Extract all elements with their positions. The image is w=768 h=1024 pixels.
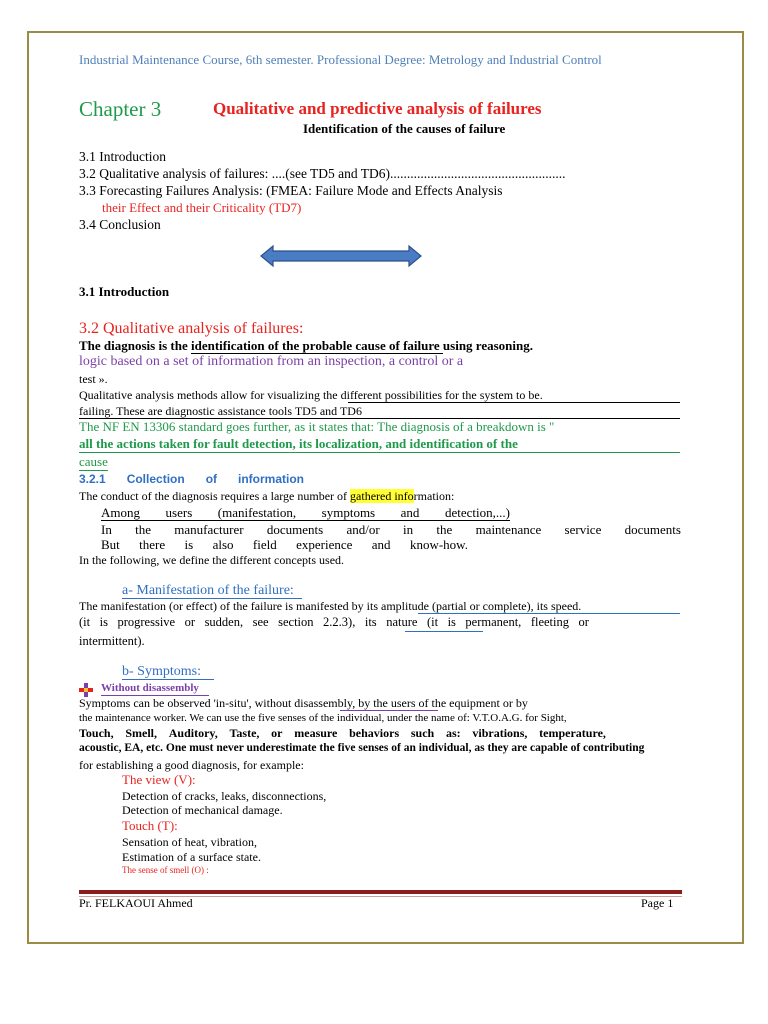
word: documents <box>624 522 681 537</box>
field-experience-line <box>101 537 468 553</box>
word: users <box>165 505 193 520</box>
word: In <box>101 522 112 537</box>
among-users-line <box>101 505 510 521</box>
qualitative-line-2 <box>79 404 362 419</box>
tools-text: These are diagnostic assistance tools TD5 and TD6 <box>116 404 362 418</box>
diagnosis-text-c: using reasoning. <box>442 338 533 353</box>
following-line: In the following, we define the different concepts used. <box>79 553 345 567</box>
word: fleeting <box>530 615 570 629</box>
word: Auditory, <box>168 726 218 740</box>
double-arrow-icon <box>259 244 423 268</box>
chapter-label: Chapter 3 <box>79 97 162 121</box>
word: such <box>410 726 435 740</box>
footer-author: Pr. FELKAOUI Ahmed <box>79 896 193 910</box>
manifestation-line-3: intermittent). <box>79 634 145 648</box>
symptoms-heading: b- Symptoms: <box>122 664 201 679</box>
conduct-line <box>79 489 454 504</box>
smell-heading: The sense of smell (O) : <box>122 865 209 875</box>
word: progressive <box>117 615 176 629</box>
word: is <box>184 537 194 552</box>
all-actions-line: all the actions taken for fault detection, its localization, and identification of the <box>79 436 518 451</box>
qualitative-line-1: Qualitative analysis methods allow for visualizing the different possibilities for the system to be. <box>79 388 543 402</box>
toc-item-4: 3.4 Conclusion <box>79 217 161 232</box>
diagnosis-text-a: The diagnosis is the <box>79 338 191 353</box>
word: 2.2.3), <box>323 615 356 629</box>
word: measure <box>294 726 338 740</box>
word: is <box>447 615 456 629</box>
symptoms-line-1: Symptoms can be observed 'in-situ', without disassembly, by the users of the equipment or by <box>79 696 528 710</box>
word: and <box>400 505 420 520</box>
word: nature <box>386 615 418 629</box>
diagnosis-text-b: identification of the probable cause of failure <box>190 338 443 353</box>
word: its <box>364 615 377 629</box>
footer-page-number: Page 1 <box>641 896 674 910</box>
word: manufacturer <box>174 522 244 537</box>
cause-word: cause <box>79 454 108 469</box>
word: symptoms <box>321 505 376 520</box>
word: the <box>436 522 453 537</box>
highlighted-text: gathered info <box>350 489 414 503</box>
toc-item-1: 3.1 Introduction <box>79 149 166 164</box>
word: documents <box>266 522 324 537</box>
word: or <box>271 726 283 740</box>
toc-item-2: 3.2 Qualitative analysis of failures: ....(see TD5 and TD6).................................................... <box>79 166 566 181</box>
symptoms-line-3 <box>79 726 606 741</box>
footer-rule <box>79 890 682 894</box>
word: in <box>402 522 414 537</box>
symptoms-line-4: acoustic, EA, etc. One must never underestimate the five senses of an individual, as they are capable of contributing <box>79 742 645 754</box>
nf-standard-line: The NF EN 13306 standard goes further, as it states that: The diagnosis of a breakdown is " <box>79 419 555 434</box>
chapter-title: Qualitative and predictive analysis of failures <box>213 99 542 118</box>
word: section <box>278 615 314 629</box>
touch-item-2: Estimation of a surface state. <box>122 850 261 864</box>
toc-item-3-cont: their Effect and their Criticality (TD7) <box>102 200 302 215</box>
heading-word: 3.2.1 <box>79 472 106 486</box>
word: is <box>99 615 108 629</box>
word: also <box>212 537 234 552</box>
section-3-1-heading: 3.1 Introduction <box>79 284 170 299</box>
word: Touch, <box>79 726 114 740</box>
failing-text: failing. <box>79 404 117 418</box>
heading-word: of <box>205 472 218 486</box>
heading-word: information <box>238 472 304 486</box>
word: see <box>252 615 269 629</box>
manifestation-heading: a- Manifestation of the failure: <box>122 583 294 598</box>
word: maintenance <box>475 522 542 537</box>
conduct-text-b: rmation: <box>413 489 455 503</box>
manifestation-line-2 <box>79 615 589 630</box>
word: and/or <box>346 522 380 537</box>
word: as: <box>445 726 461 740</box>
word: Smell, <box>125 726 157 740</box>
word: behaviors <box>349 726 400 740</box>
test-line: test ». <box>79 372 108 386</box>
word: the <box>135 522 152 537</box>
word: sudden, <box>204 615 244 629</box>
heading-word: Collection <box>126 472 185 486</box>
touch-item-1: Sensation of heat, vibration, <box>122 835 257 849</box>
manufacturer-docs-line <box>101 522 681 538</box>
word: Among <box>101 505 140 520</box>
view-item-1: Detection of cracks, leaks, disconnections, <box>122 789 327 803</box>
conduct-text-a: The conduct of the diagnosis requires a large number of <box>79 489 351 503</box>
word: or <box>184 615 196 629</box>
word: know-how. <box>409 537 468 552</box>
bullet-icon <box>79 683 93 697</box>
word: vibrations, <box>472 726 528 740</box>
section-3-2-heading: 3.2 Qualitative analysis of failures: <box>79 320 304 337</box>
word: permanent, <box>465 615 522 629</box>
word: service <box>564 522 602 537</box>
word: field <box>252 537 277 552</box>
word: Taste, <box>229 726 260 740</box>
symptoms-line-5: for establishing a good diagnosis, for example: <box>79 758 304 772</box>
toc-item-3: 3.3 Forecasting Failures Analysis: (FMEA: Failure Mode and Effects Analysis <box>79 183 503 198</box>
word: there <box>139 537 166 552</box>
logic-line: logic based on a set of information from an inspection, a control or a <box>79 354 464 369</box>
chapter-subtitle: Identification of the causes of failure <box>303 121 506 136</box>
word: (it <box>426 615 439 629</box>
section-3-2-1-heading <box>79 472 304 486</box>
page-header: Industrial Maintenance Course, 6th semester. Professional Degree: Metrology and Industrial Control <box>79 52 602 67</box>
touch-heading: Touch (T): <box>122 818 178 833</box>
view-heading: The view (V): <box>122 772 196 787</box>
diagnosis-definition <box>79 338 533 354</box>
word: (it <box>79 615 91 629</box>
word: But <box>101 537 120 552</box>
manifestation-line-1: The manifestation (or effect) of the failure is manifested by its amplitude (partial or complete), its speed. <box>79 599 582 613</box>
word: (manifestation, <box>217 505 297 520</box>
word: temperature, <box>539 726 606 740</box>
word: or <box>578 615 589 629</box>
word: experience <box>296 537 353 552</box>
without-disassembly-label: Without disassembly <box>101 682 199 694</box>
view-item-2: Detection of mechanical damage. <box>122 803 283 817</box>
word: and <box>371 537 391 552</box>
symptoms-line-2: the maintenance worker. We can use the five senses of the individual, under the name of: V.T.O.A.G. for Sight, <box>79 712 567 724</box>
word: detection,...) <box>444 505 510 520</box>
